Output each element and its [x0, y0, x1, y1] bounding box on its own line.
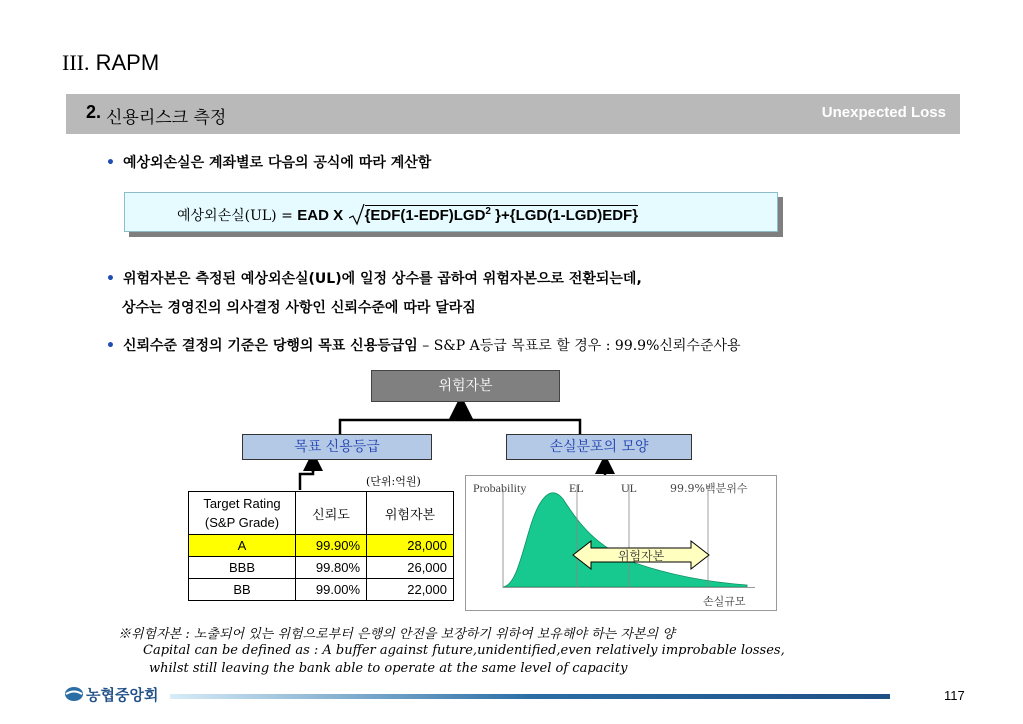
table-cell-capital: 22,000 [367, 579, 454, 601]
table-cell-capital: 28,000 [367, 535, 454, 557]
loss-distribution-box: 손실분포의 모양 [506, 434, 692, 460]
percentile-label: 99.9%백분위수 [670, 482, 748, 495]
table-cell-confidence: 99.00% [296, 579, 367, 601]
footer-line [170, 694, 890, 699]
table-header-row [189, 492, 454, 535]
bullet-3-bold-text: 신뢰수준 결정의 기준은 당행의 목표 신용등급임 [122, 338, 418, 354]
bullet-dot: • [106, 338, 115, 354]
section-label: 신용리스크 측정 [106, 108, 227, 128]
bullet-3-plain-text: – S&P A등급 목표로 할 경우 : 99.9%신뢰수준사용 [417, 338, 741, 354]
footnote-definition-kr: ※위험자본 : 노출되어 있는 위험으로부터 은행의 안전을 보장하기 위하여 보유해야 하는 자본의 양 [118, 627, 675, 642]
section-number: 2. [86, 102, 102, 122]
table-cell-confidence: 99.90% [296, 535, 367, 557]
table-cell-grade: A [189, 535, 296, 557]
risk-capital-box: 위험자본 [371, 370, 560, 402]
arrow-label: 위험자본 [617, 549, 665, 563]
bullet-dot: • [106, 155, 115, 171]
formula-label: 예상외손실(UL) = [177, 208, 298, 224]
title-roman-numeral: III. [62, 50, 90, 75]
table-row [189, 535, 454, 557]
bullet-2-line-2: 상수는 경영진의 의사결정 사항인 신뢰수준에 따라 달라짐 [122, 300, 476, 316]
table-header-risk-capital: 위험자본 [367, 492, 454, 535]
unit-note: (단위:억원) [366, 475, 421, 488]
logo-text: 농협중앙회 [86, 686, 159, 704]
table-header-target-rating: Target Rating (S&P Grade) [189, 492, 296, 535]
table-cell-grade: BB [189, 579, 296, 601]
table-row [189, 557, 454, 579]
bullet-2-line-1: 위험자본은 측정된 예상외손실(UL)에 일정 상수를 곱하여 위험자본으로 전환되는데, [122, 271, 642, 287]
target-rating-box: 목표 신용등급 [242, 434, 432, 460]
bullet-dot: • [106, 271, 115, 287]
table-cell-grade: BBB [189, 557, 296, 579]
bullet-1-text: 예상외손실은 계좌별로 다음의 공식에 따라 계산함 [122, 155, 432, 171]
formula-ead: EAD X [297, 207, 344, 224]
logo-mark-icon [64, 683, 168, 705]
distribution-frame [466, 476, 777, 611]
footnote-definition-en-2: whilst still leaving the bank able to operate at the same level of capacity [149, 661, 628, 676]
table-row [189, 579, 454, 601]
loss-distribution-graphic [465, 475, 777, 611]
formula-expr-a: {EDF(1-EDF)LGD [364, 207, 486, 224]
x-axis-label: 손실규모 [703, 595, 746, 608]
footnote-definition-en-1: Capital can be defined as : A buffer against future,unidentified,even relatively improbable losses, [143, 643, 785, 658]
table-cell-confidence: 99.80% [296, 557, 367, 579]
page-number: 117 [944, 688, 965, 703]
table-header-confidence: 신뢰도 [296, 492, 367, 535]
ul-label: UL [621, 481, 637, 495]
nonghyup-logo [64, 683, 168, 709]
section-tag: Unexpected Loss [821, 104, 946, 121]
el-label: EL [569, 481, 584, 495]
rating-table [188, 491, 454, 601]
table-cell-capital: 26,000 [367, 557, 454, 579]
title-text: RAPM [89, 50, 160, 75]
formula-superscript: 2 [485, 206, 491, 217]
probability-label: Probability [473, 481, 527, 495]
formula-expr-b: }+{LGD(1-LGD)EDF} [490, 207, 639, 224]
